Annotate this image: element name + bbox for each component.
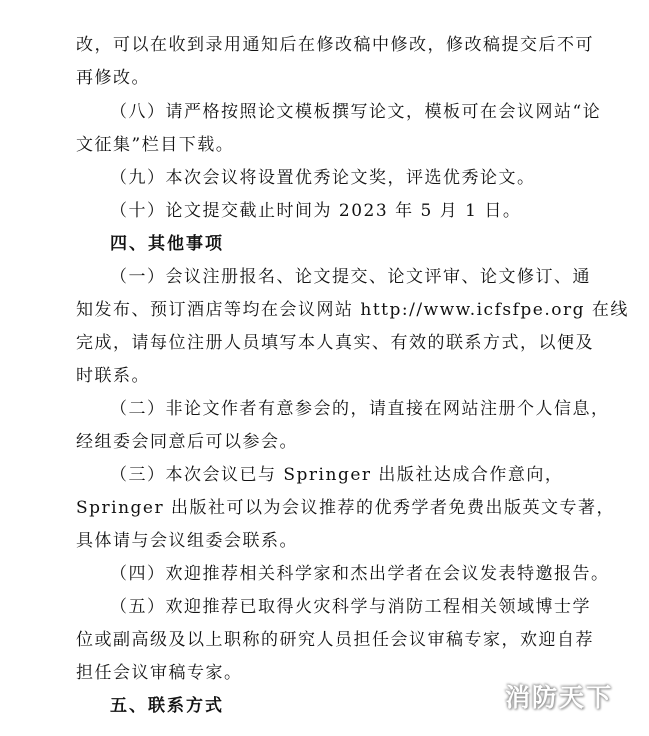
body-text-line: 完成，请每位注册人员填写本人真实、有效的联系方式，以便及: [76, 333, 594, 353]
body-text-line: （一）会议注册报名、论文提交、论文评审、论文修订、通: [110, 267, 591, 287]
body-text-line: 经组委会同意后可以参会。: [76, 432, 298, 452]
body-text-line: 具体请与会议组委会联系。: [76, 531, 298, 551]
section-heading-contact: 五、联系方式: [110, 696, 224, 716]
body-text-line: （九）本次会议将设置优秀论文奖，评选优秀论文。: [110, 168, 536, 188]
body-text-line: （三）本次会议已与 Springer 出版社达成合作意向，: [110, 465, 564, 485]
body-text-line: 文征集”栏目下载。: [76, 135, 235, 155]
body-text-line: （五）欢迎推荐已取得火灾科学与消防工程相关领域博士学: [110, 597, 591, 617]
body-text-line: 时联系。: [76, 366, 150, 386]
body-text-line: 担任会议审稿专家。: [76, 663, 243, 683]
body-text-line: 改，可以在收到录用通知后在修改稿中修改，修改稿提交后不可: [76, 35, 594, 55]
section-heading-other-matters: 四、其他事项: [110, 234, 224, 254]
body-text-line: （四）欢迎推荐相关科学家和杰出学者在会议发表特邀报告。: [110, 564, 610, 584]
body-text-line: 知发布、预订酒店等均在会议网站 http://www.icfsfpe.org 在线: [76, 300, 629, 320]
body-text-line: （十）论文提交截止时间为 2023 年 5 月 1 日。: [110, 201, 522, 221]
body-text-line: （二）非论文作者有意参会的，请直接在网站注册个人信息，: [110, 399, 610, 419]
body-text-line: Springer 出版社可以为会议推荐的优秀学者免费出版英文专著，: [76, 498, 616, 518]
body-text-line: 位或副高级及以上职称的研究人员担任会议审稿专家，欢迎自荐: [76, 630, 594, 650]
body-text-line: 再修改。: [76, 68, 150, 88]
watermark-logo: 消防天下: [504, 683, 613, 712]
body-text-line: （八）请严格按照论文模板撰写论文，模板可在会议网站“论: [110, 102, 602, 122]
